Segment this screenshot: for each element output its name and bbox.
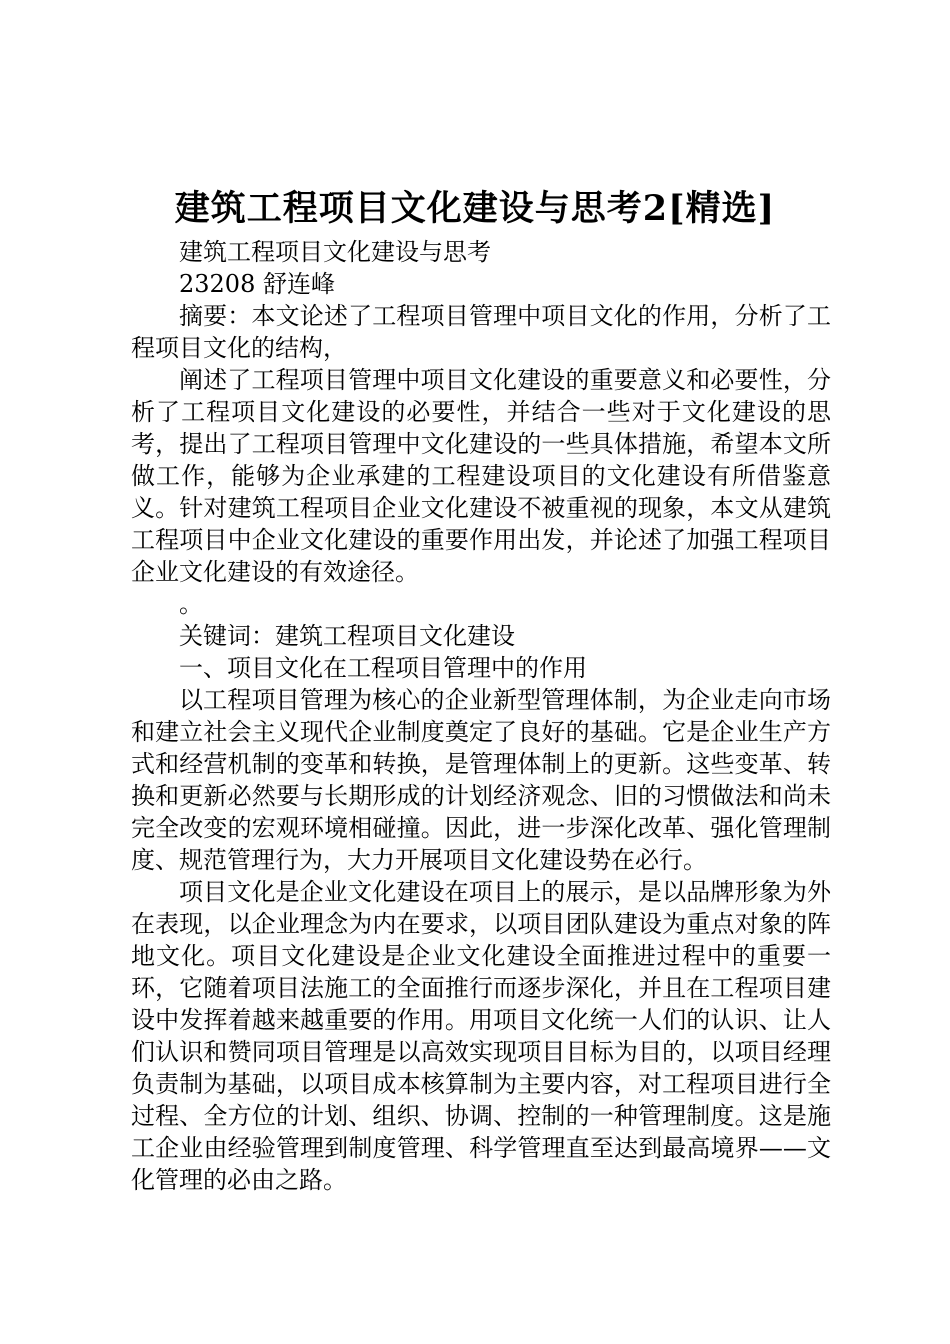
paragraph-body-2: 项目文化是企业文化建设在项目上的展示，是以品牌形象为外在表现，以企业理念为内在要求，以项目团队建设为重点对象的阵地文化。项目文化建设是企业文化建设全面推进过程中的重要一环，它随着项目法施工的全面推行而逐步深化，并且在工程项目建设中发挥着越来越重要的作用。用项目文化统一人们的认识、让人们认识和赞同项目管理是以高效实现项目目标为目的，以项目经理负责制为基础，以项目成本核算制为主要内容，对工程项目进行全过程、全方位的计划、组织、协调、控制的一种管理制度。这是施工企业由经验管理到制度管理、科学管理直至达到最高境界——文化管理的必由之路。 [131,878,831,1194]
paragraph-body-1: 以工程项目管理为核心的企业新型管理体制，为企业走向市场和建立社会主义现代企业制度奠定了良好的基础。它是企业生产方式和经营机制的变革和转换，是管理体制上的更新。这些变革、转换和更新必然要与长期形成的计划经济观念、旧的习惯做法和尚未完全改变的宏观环境相碰撞。因此，进一步深化改革、强化管理制度、规范管理行为，大力开展项目文化建设势在必行。 [131,686,831,874]
paragraph-abstract-continued: 阐述了工程项目管理中项目文化建设的重要意义和必要性，分析了工程项目文化建设的必要性，并结合一些对于文化建设的思考，提出了工程项目管理中文化建设的一些具体措施，希望本文所做工作，能够为企业承建的工程建设项目的文化建设有所借鉴意义。针对建筑工程项目企业文化建设不被重视的现象，本文从建筑工程项目中企业文化建设的重要作用出发，并论述了加强工程项目企业文化建设的有效途径。 [131,366,831,586]
paragraph-author: 23208 舒连峰 [179,270,335,298]
paragraph-period: 。 [179,590,203,618]
section-heading-1: 一、项目文化在工程项目管理中的作用 [179,654,587,682]
paragraph-abstract: 摘要：本文论述了工程项目管理中项目文化的作用，分析了工程项目文化的结构， [131,302,831,362]
paragraph-subtitle: 建筑工程项目文化建设与思考 [179,238,491,266]
document-title: 建筑工程项目文化建设与思考2[精选] [174,188,776,229]
paragraph-keywords: 关键词：建筑工程项目文化建设 [179,622,515,650]
document-body [131,236,831,1196]
